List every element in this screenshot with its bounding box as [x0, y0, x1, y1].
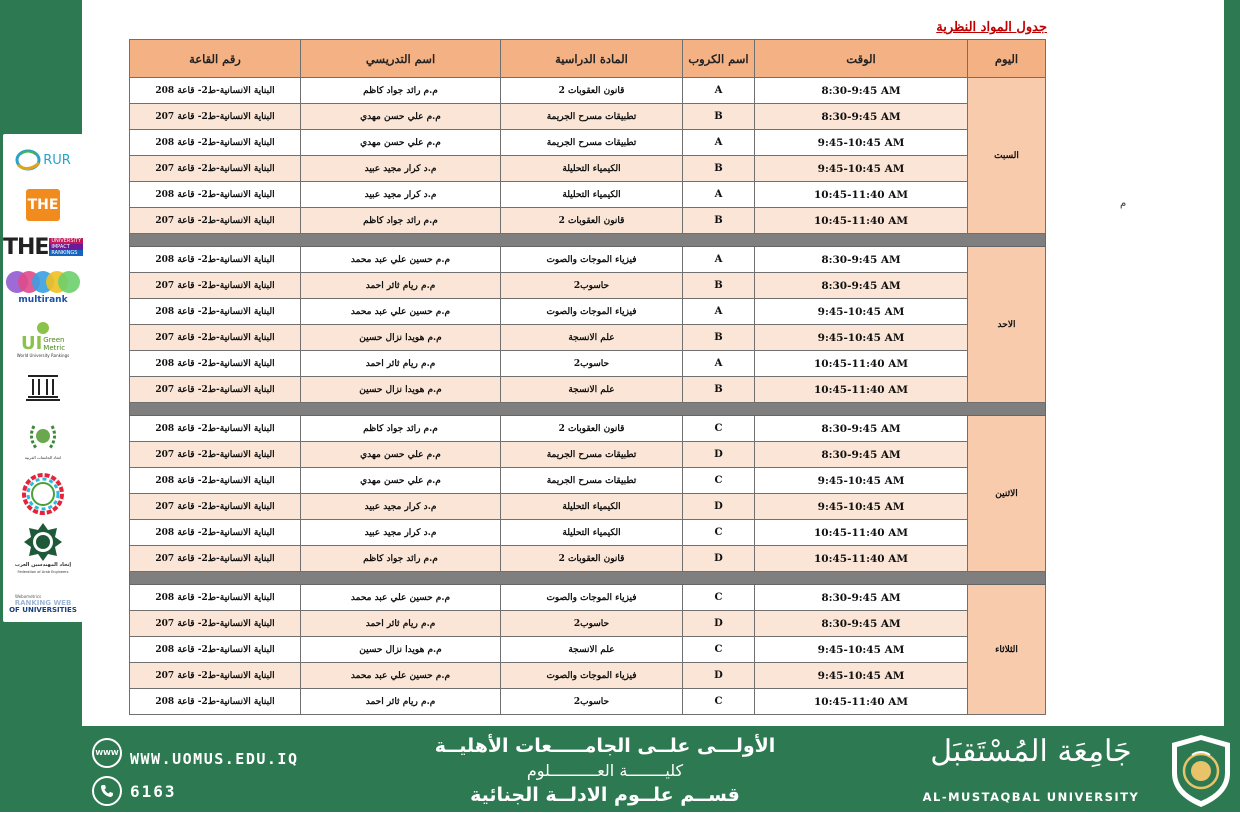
teacher-cell: م.م رائد جواد كاظم [301, 546, 501, 572]
greenmetric-line1: Green [43, 335, 65, 344]
teacher-cell: م.د كرار مجيد عبيد [301, 182, 501, 208]
teacher-cell: م.م حسين علي عبد محمد [301, 663, 501, 689]
table-row [130, 156, 1046, 182]
room-cell: البناية الانسانية-ط2- قاعة 208 [130, 299, 301, 325]
subject-cell: تطبيقات مسرح الجريمة [501, 104, 683, 130]
separator-cell [130, 572, 1046, 585]
table-row [130, 611, 1046, 637]
subject-cell: الكيمياء التحليلة [501, 156, 683, 182]
teacher-cell: م.م هويدا نزال حسين [301, 377, 501, 403]
subject-cell: قانون العقوبات 2 [501, 208, 683, 234]
phone-number: 6163 [130, 782, 177, 801]
table-row [130, 104, 1046, 130]
university-name-ar: جَامِعَة المُسْتَقبَل [930, 734, 1132, 769]
table-row [130, 130, 1046, 156]
room-cell: البناية الانسانية-ط2- قاعة 207 [130, 208, 301, 234]
room-cell: البناية الانسانية-ط2- قاعة 208 [130, 689, 301, 715]
time-cell: 9:45-10:45 AM [755, 637, 968, 663]
time-cell: 9:45-10:45 AM [755, 130, 968, 156]
subject-cell: الكيمياء التحليلة [501, 520, 683, 546]
subject-cell: حاسوب2 [501, 611, 683, 637]
teacher-cell: م.م هويدا نزال حسين [301, 637, 501, 663]
webometrics-line2: RANKING WEB [14, 598, 72, 607]
arab-engineers-caption: إتحاد المهندسين العرب [14, 562, 72, 568]
table-row [130, 520, 1046, 546]
subject-cell: علم الانسجة [501, 325, 683, 351]
globe-icon [15, 145, 41, 175]
the-impact-logo [3, 232, 83, 262]
webometrics-line1: Webometrics [15, 593, 42, 599]
multirank-text: multirank [18, 295, 68, 305]
table-row [130, 325, 1046, 351]
room-cell: البناية الانسانية-ط2- قاعة 208 [130, 468, 301, 494]
arab-universities-caption: اتحاد الجامعات العربية [24, 454, 62, 460]
the-impact-line2: IMPACT [49, 244, 83, 250]
subject-cell: حاسوب2 [501, 351, 683, 377]
sdg-wheel-icon [22, 473, 64, 515]
subject-cell: قانون العقوبات 2 [501, 78, 683, 104]
day-separator [130, 572, 1046, 585]
footer-college: كليــــــــة العــــــــــلوم [526, 761, 684, 780]
subject-cell: قانون العقوبات 2 [501, 416, 683, 442]
table-row [130, 299, 1046, 325]
group-cell: B [683, 156, 755, 182]
day-cell: الاثنين [968, 416, 1046, 572]
room-cell: البناية الانسانية-ط2- قاعة 207 [130, 611, 301, 637]
greenmetric-line2: Metric [43, 343, 66, 352]
room-cell: البناية الانسانية-ط2- قاعة 208 [130, 520, 301, 546]
room-cell: البناية الانسانية-ط2- قاعة 207 [130, 325, 301, 351]
schedule-body [130, 78, 1046, 715]
table-row [130, 351, 1046, 377]
greenmetric-caption: World University Rankings [16, 352, 70, 358]
teacher-cell: م.م ريام ثائر احمد [301, 611, 501, 637]
rankings-logo-strip [3, 134, 83, 622]
teacher-cell: م.م ريام ثائر احمد [301, 351, 501, 377]
room-cell: البناية الانسانية-ط2- قاعة 207 [130, 104, 301, 130]
room-cell: البناية الانسانية-ط2- قاعة 208 [130, 637, 301, 663]
table-row [130, 273, 1046, 299]
rur-logo [3, 140, 83, 180]
header-room: رقم القاعة [130, 40, 301, 78]
columns-building-icon [26, 372, 60, 402]
group-cell: D [683, 663, 755, 689]
time-cell: 8:30-9:45 AM [755, 78, 968, 104]
teacher-cell: م.د كرار مجيد عبيد [301, 520, 501, 546]
subject-cell: تطبيقات مسرح الجريمة [501, 130, 683, 156]
time-cell: 9:45-10:45 AM [755, 299, 968, 325]
room-cell: البناية الانسانية-ط2- قاعة 207 [130, 663, 301, 689]
table-row [130, 689, 1046, 715]
schedule-table [129, 39, 1046, 715]
time-cell: 8:30-9:45 AM [755, 247, 968, 273]
header-subject: المادة الدراسية [501, 40, 683, 78]
the-logo [3, 189, 83, 221]
group-cell: A [683, 299, 755, 325]
group-cell: C [683, 416, 755, 442]
teacher-cell: م.د كرار مجيد عبيد [301, 156, 501, 182]
group-cell: A [683, 78, 755, 104]
table-row [130, 585, 1046, 611]
teacher-cell: م.م حسين علي عبد محمد [301, 299, 501, 325]
table-row [130, 78, 1046, 104]
time-cell: 9:45-10:45 AM [755, 663, 968, 689]
table-row [130, 546, 1046, 572]
stray-mark: م [1120, 198, 1127, 209]
university-crest [1168, 733, 1234, 809]
arab-engineers-caption-en: Federation of Arab Engineers [17, 570, 69, 574]
room-cell: البناية الانسانية-ط2- قاعة 207 [130, 377, 301, 403]
website-url[interactable]: WWW.UOMUS.EDU.IQ [130, 750, 299, 768]
table-row [130, 416, 1046, 442]
room-cell: البناية الانسانية-ط2- قاعة 208 [130, 182, 301, 208]
page-title: جدول المواد النظرية [936, 20, 1047, 35]
teacher-cell: م.م ريام ثائر احمد [301, 273, 501, 299]
group-cell: D [683, 546, 755, 572]
room-cell: البناية الانسانية-ط2- قاعة 207 [130, 494, 301, 520]
table-row [130, 247, 1046, 273]
footer-department: قســم علــوم الادلــة الجنائية [470, 784, 740, 806]
time-cell: 8:30-9:45 AM [755, 104, 968, 130]
time-cell: 10:45-11:40 AM [755, 689, 968, 715]
group-cell: B [683, 377, 755, 403]
table-header-row [130, 40, 1046, 78]
ui-mark: UI [20, 332, 43, 354]
arab-engineers-logo [3, 520, 83, 578]
teacher-cell: م.م رائد جواد كاظم [301, 78, 501, 104]
room-cell: البناية الانسانية-ط2- قاعة 207 [130, 156, 301, 182]
group-cell: C [683, 520, 755, 546]
subject-cell: تطبيقات مسرح الجريمة [501, 468, 683, 494]
subject-cell: تطبيقات مسرح الجريمة [501, 442, 683, 468]
group-cell: C [683, 468, 755, 494]
time-cell: 10:45-11:40 AM [755, 520, 968, 546]
group-cell: B [683, 325, 755, 351]
star-emblem-icon [23, 522, 63, 562]
teacher-cell: م.م علي حسن مهدي [301, 468, 501, 494]
the-impact-line3: RANKINGS [49, 250, 83, 256]
time-cell: 10:45-11:40 AM [755, 351, 968, 377]
time-cell: 9:45-10:45 AM [755, 494, 968, 520]
room-cell: البناية الانسانية-ط2- قاعة 208 [130, 585, 301, 611]
header-teacher: اسم التدريسي [301, 40, 501, 78]
time-cell: 8:30-9:45 AM [755, 611, 968, 637]
group-cell: A [683, 182, 755, 208]
subject-cell: علم الانسجة [501, 377, 683, 403]
group-cell: C [683, 637, 755, 663]
the-impact-line1: UNIVERSITY [51, 238, 82, 244]
teacher-cell: م.م حسين علي عبد محمد [301, 247, 501, 273]
university-name-en: AL-MUSTAQBAL UNIVERSITY [922, 790, 1140, 804]
day-cell: السبت [968, 78, 1046, 234]
teacher-cell: م.م حسين علي عبد محمد [301, 585, 501, 611]
header-group: اسم الكروب [683, 40, 755, 78]
subject-cell: فيزياء الموجات والصوت [501, 247, 683, 273]
table-row [130, 377, 1046, 403]
teacher-cell: م.م هويدا نزال حسين [301, 325, 501, 351]
day-cell: الاحد [968, 247, 1046, 403]
laurel-wreath-icon [26, 420, 60, 454]
sdg-wheel-logo [3, 472, 83, 516]
table-row [130, 468, 1046, 494]
group-cell: D [683, 442, 755, 468]
group-cell: C [683, 689, 755, 715]
subject-cell: علم الانسجة [501, 637, 683, 663]
teacher-cell: م.م علي حسن مهدي [301, 442, 501, 468]
day-separator [130, 234, 1046, 247]
multirank-circles-icon [5, 269, 81, 295]
group-cell: B [683, 104, 755, 130]
subject-cell: حاسوب2 [501, 689, 683, 715]
webometrics-line3: OF UNIVERSITIES [9, 605, 77, 614]
time-cell: 10:45-11:40 AM [755, 546, 968, 572]
multirank-logo [3, 267, 83, 307]
room-cell: البناية الانسانية-ط2- قاعة 208 [130, 130, 301, 156]
footer-slogan: الأولـــى علــى الجامـــــعات الأهليــة [434, 735, 776, 757]
table-row [130, 637, 1046, 663]
room-cell: البناية الانسانية-ط2- قاعة 207 [130, 546, 301, 572]
teacher-cell: م.د كرار مجيد عبيد [301, 494, 501, 520]
institution-columns-logo [3, 369, 83, 405]
subject-cell: حاسوب2 [501, 273, 683, 299]
greenmetric-logo [3, 318, 83, 360]
subject-cell: فيزياء الموجات والصوت [501, 299, 683, 325]
phone-icon [92, 776, 122, 806]
subject-cell: قانون العقوبات 2 [501, 546, 683, 572]
arab-universities-logo [3, 416, 83, 464]
group-cell: A [683, 247, 755, 273]
room-cell: البناية الانسانية-ط2- قاعة 207 [130, 273, 301, 299]
group-cell: B [683, 208, 755, 234]
time-cell: 9:45-10:45 AM [755, 325, 968, 351]
time-cell: 8:30-9:45 AM [755, 273, 968, 299]
www-icon-label: WWW [95, 749, 119, 757]
header-time: الوقت [755, 40, 968, 78]
time-cell: 10:45-11:40 AM [755, 208, 968, 234]
time-cell: 8:30-9:45 AM [755, 442, 968, 468]
phone-handset-icon [100, 784, 114, 798]
separator-cell [130, 234, 1046, 247]
room-cell: البناية الانسانية-ط2- قاعة 208 [130, 351, 301, 377]
frame-right [1224, 0, 1240, 740]
teacher-cell: م.م رائد جواد كاظم [301, 208, 501, 234]
website-icon [92, 738, 122, 768]
time-cell: 8:30-9:45 AM [755, 416, 968, 442]
rur-text: RUR [43, 152, 71, 168]
table-row [130, 442, 1046, 468]
subject-cell: فيزياء الموجات والصوت [501, 663, 683, 689]
room-cell: البناية الانسانية-ط2- قاعة 207 [130, 442, 301, 468]
teacher-cell: م.م علي حسن مهدي [301, 104, 501, 130]
table-row [130, 663, 1046, 689]
subject-cell: الكيمياء التحليلة [501, 494, 683, 520]
the-impact-the: THE [2, 234, 49, 260]
group-cell: B [683, 273, 755, 299]
teacher-cell: م.م ريام ثائر احمد [301, 689, 501, 715]
group-cell: D [683, 494, 755, 520]
group-cell: D [683, 611, 755, 637]
separator-cell [130, 403, 1046, 416]
group-cell: A [683, 351, 755, 377]
group-cell: C [683, 585, 755, 611]
time-cell: 8:30-9:45 AM [755, 585, 968, 611]
time-cell: 10:45-11:40 AM [755, 377, 968, 403]
header-day: اليوم [968, 40, 1046, 78]
the-logo-text: THE [26, 189, 60, 221]
table-row [130, 182, 1046, 208]
table-row [130, 494, 1046, 520]
university-shield-icon [1168, 733, 1234, 809]
time-cell: 10:45-11:40 AM [755, 182, 968, 208]
time-cell: 9:45-10:45 AM [755, 468, 968, 494]
webometrics-logo [3, 590, 83, 616]
day-separator [130, 403, 1046, 416]
room-cell: البناية الانسانية-ط2- قاعة 208 [130, 416, 301, 442]
subject-cell: الكيمياء التحليلة [501, 182, 683, 208]
group-cell: A [683, 130, 755, 156]
teacher-cell: م.م رائد جواد كاظم [301, 416, 501, 442]
teacher-cell: م.م علي حسن مهدي [301, 130, 501, 156]
time-cell: 9:45-10:45 AM [755, 156, 968, 182]
day-cell: الثلاثاء [968, 585, 1046, 715]
subject-cell: فيزياء الموجات والصوت [501, 585, 683, 611]
room-cell: البناية الانسانية-ط2- قاعة 208 [130, 78, 301, 104]
table-row [130, 208, 1046, 234]
room-cell: البناية الانسانية-ط2- قاعة 208 [130, 247, 301, 273]
